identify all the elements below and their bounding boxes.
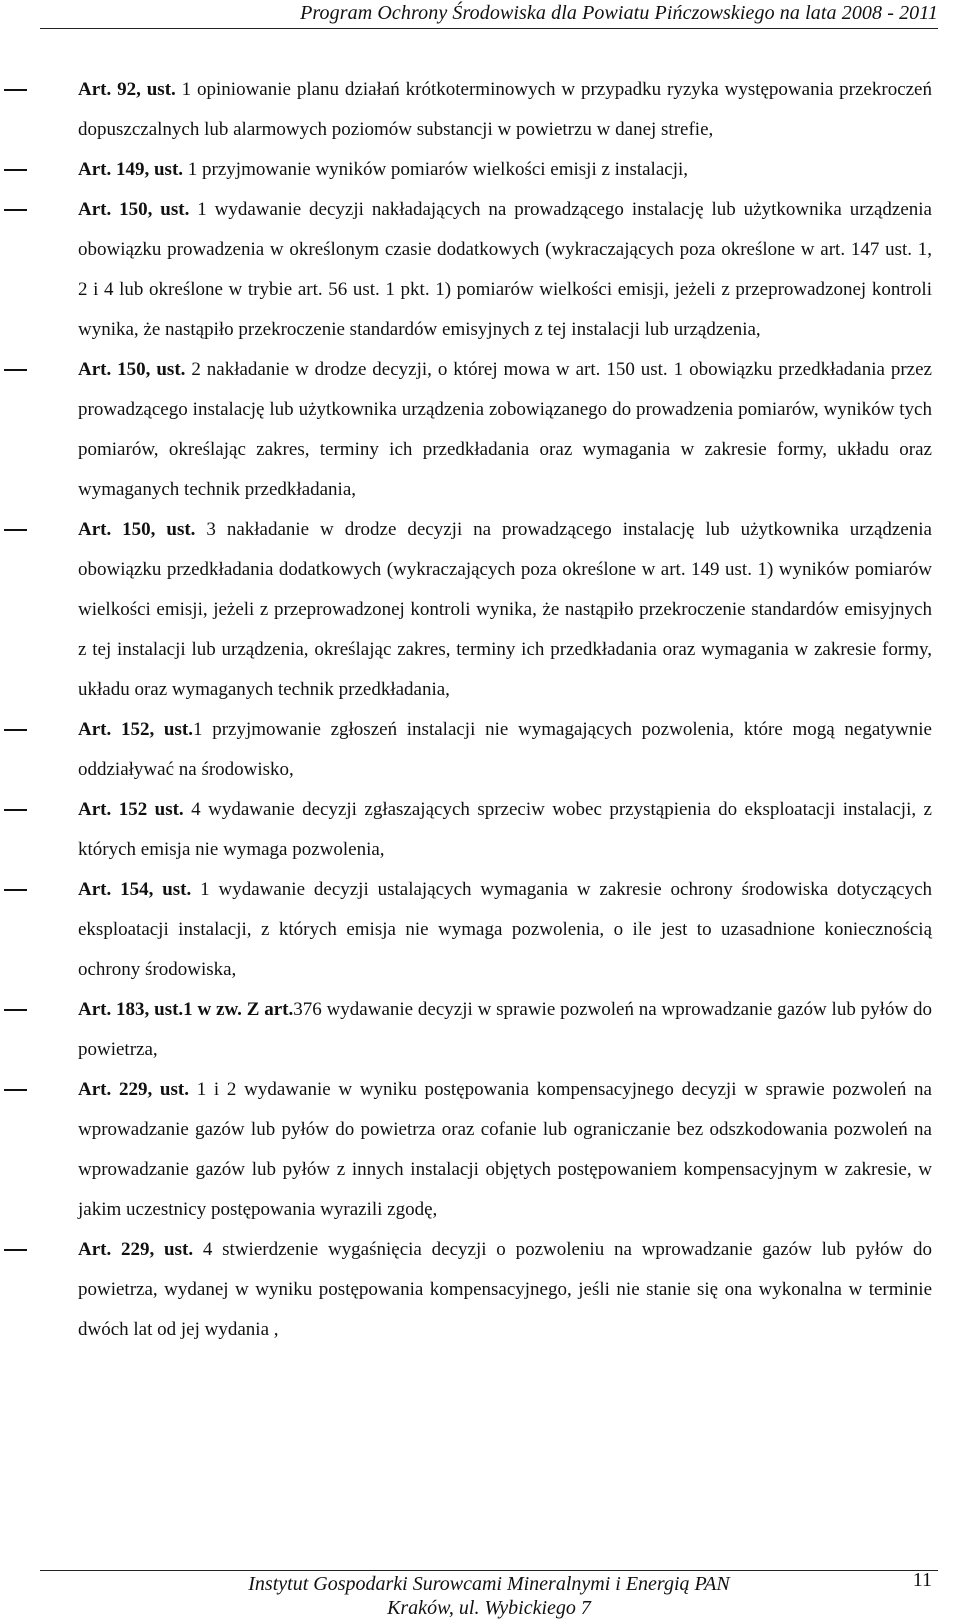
article-reference: Art. 150, ust. <box>78 359 186 380</box>
article-reference: Art. 183, ust.1 w zw. Z art. <box>78 999 294 1020</box>
article-reference: Art. 229, ust. <box>78 1239 194 1260</box>
footer-institution: Instytut Gospodarki Surowcami Mineralnymi i Energią PAN <box>248 1573 730 1595</box>
list-item-text <box>78 1070 932 1230</box>
page-header <box>40 0 938 29</box>
list-item <box>0 1230 932 1350</box>
dash-bullet-icon <box>4 369 27 371</box>
document-body <box>0 70 960 1350</box>
list-item-text <box>78 70 932 150</box>
list-item-text <box>78 790 932 870</box>
dash-bullet-icon <box>4 169 27 171</box>
list-item <box>0 870 932 990</box>
footer-address: Kraków, ul. Wybickiego 7 <box>387 1597 591 1619</box>
list-item <box>0 70 932 150</box>
article-reference: Art. 150, ust. <box>78 519 196 540</box>
dash-bullet-icon <box>4 809 27 811</box>
list-item <box>0 150 932 190</box>
list-item-text <box>78 990 932 1070</box>
article-reference: Art. 229, ust. <box>78 1079 189 1100</box>
list-item <box>0 1070 932 1230</box>
article-reference: Art. 150, ust. <box>78 199 190 220</box>
article-description: 1 przyjmowanie zgłoszeń instalacji nie wymagających pozwolenia, które mogą negatywnie oddziaływać na środowisko, <box>78 719 932 780</box>
dash-bullet-icon <box>4 529 27 531</box>
article-reference: Art. 92, ust. <box>78 79 176 100</box>
article-description: 1 wydawanie decyzji ustalających wymagania w zakresie ochrony środowiska dotyczących eksploatacji instalacji, z których emisja nie wymaga pozwolenia, o ile jest to uzasadnione koniecznością ochrony środowiska, <box>78 879 932 980</box>
article-description: 1 i 2 wydawanie w wyniku postępowania kompensacyjnego decyzji w sprawie pozwoleń na wprowadzanie gazów lub pyłów do powietrza oraz cofanie lub ograniczanie bez odszkodowania pozwoleń na wprowadzanie gazów lub pyłów z innych instalacji objętych postępowaniem kompensacyjnym w zakresie, w jakim uczestnicy postępowania wyrazili zgodę, <box>78 1079 932 1220</box>
dash-bullet-icon <box>4 89 27 91</box>
list-item-text <box>78 870 932 990</box>
list-item <box>0 350 932 510</box>
article-reference: Art. 152, ust. <box>78 719 193 740</box>
article-reference: Art. 154, ust. <box>78 879 192 900</box>
dash-bullet-icon <box>4 1009 27 1011</box>
dash-bullet-icon <box>4 1089 27 1091</box>
article-description: 1 opiniowanie planu działań krótkoterminowych w przypadku ryzyka występowania przekroczeń dopuszczalnych lub alarmowych poziomów substancji w powietrzu w danej strefie, <box>78 79 932 140</box>
list-item-text <box>78 350 932 510</box>
list-item-text <box>78 190 932 350</box>
dash-bullet-icon <box>4 729 27 731</box>
list-item <box>0 510 932 710</box>
list-item <box>0 710 932 790</box>
article-description: 1 wydawanie decyzji nakładających na prowadzącego instalację lub użytkownika urządzenia obowiązku prowadzenia w określonym czasie dodatkowych (wykraczających poza określone w art. 147 ust. 1, 2 i 4 lub określone w trybie art. 56 ust. 1 pkt. 1) pomiarów wielkości emisji, jeżeli z przeprowadzonej kontroli wynika, że nastąpiło przekroczenie standardów emisyjnych z tej instalacji lub urządzenia, <box>78 199 932 340</box>
list-item-text <box>78 510 932 710</box>
article-description: 4 stwierdzenie wygaśnięcia decyzji o pozwoleniu na wprowadzanie gazów lub pyłów do powietrza, wydanej w wyniku postępowania kompensacyjnego, jeśli nie stanie się ona wykonalna w terminie dwóch lat od jej wydania , <box>78 1239 932 1340</box>
list-item <box>0 990 932 1070</box>
dash-bullet-icon <box>4 209 27 211</box>
article-description: 1 przyjmowanie wyników pomiarów wielkości emisji z instalacji, <box>183 159 689 180</box>
dash-bullet-icon <box>4 1249 27 1251</box>
article-reference: Art. 149, ust. <box>78 159 184 180</box>
list-item-text <box>78 1230 932 1350</box>
list-item-text <box>78 150 932 190</box>
article-description: 3 nakładanie w drodze decyzji na prowadzącego instalację lub użytkownika urządzenia obowiązku przedkładania dodatkowych (wykraczających poza określone w art. 149 ust. 1) wyników pomiarów wielkości emisji, jeżeli z przeprowadzonej kontroli wynika, że nastąpiło przekroczenie standardów emisyjnych z tej instalacji lub urządzenia, określając zakres, terminy ich przedkładania oraz wymagania w zakresie formy, układu oraz wymaganych technik przedkładania, <box>78 519 932 700</box>
dash-bullet-icon <box>4 889 27 891</box>
page-footer <box>40 1570 938 1623</box>
article-description: 376 wydawanie decyzji w sprawie pozwoleń na wprowadzanie gazów lub pyłów do powietrza, <box>78 999 932 1060</box>
list-item <box>0 790 932 870</box>
article-description: 4 wydawanie decyzji zgłaszających sprzeciw wobec przystąpienia do eksploatacji instalacji, z których emisja nie wymaga pozwolenia, <box>78 799 932 860</box>
article-reference: Art. 152 ust. <box>78 799 184 820</box>
page-number: 11 <box>912 1569 932 1591</box>
article-description: 2 nakładanie w drodze decyzji, o której mowa w art. 150 ust. 1 obowiązku przedkładania przez prowadzącego instalację lub użytkownika urządzenia zobowiązanego do prowadzenia pomiarów, wyników tych pomiarów, określając zakres, terminy ich przedkładania oraz wymagania w zakresie formy, układu oraz wymaganych technik przedkładania, <box>78 359 932 500</box>
list-item <box>0 190 932 350</box>
list-item-text <box>78 710 932 790</box>
header-title: Program Ochrony Środowiska dla Powiatu Pińczowskiego na lata 2008 - 2011 <box>300 2 938 24</box>
